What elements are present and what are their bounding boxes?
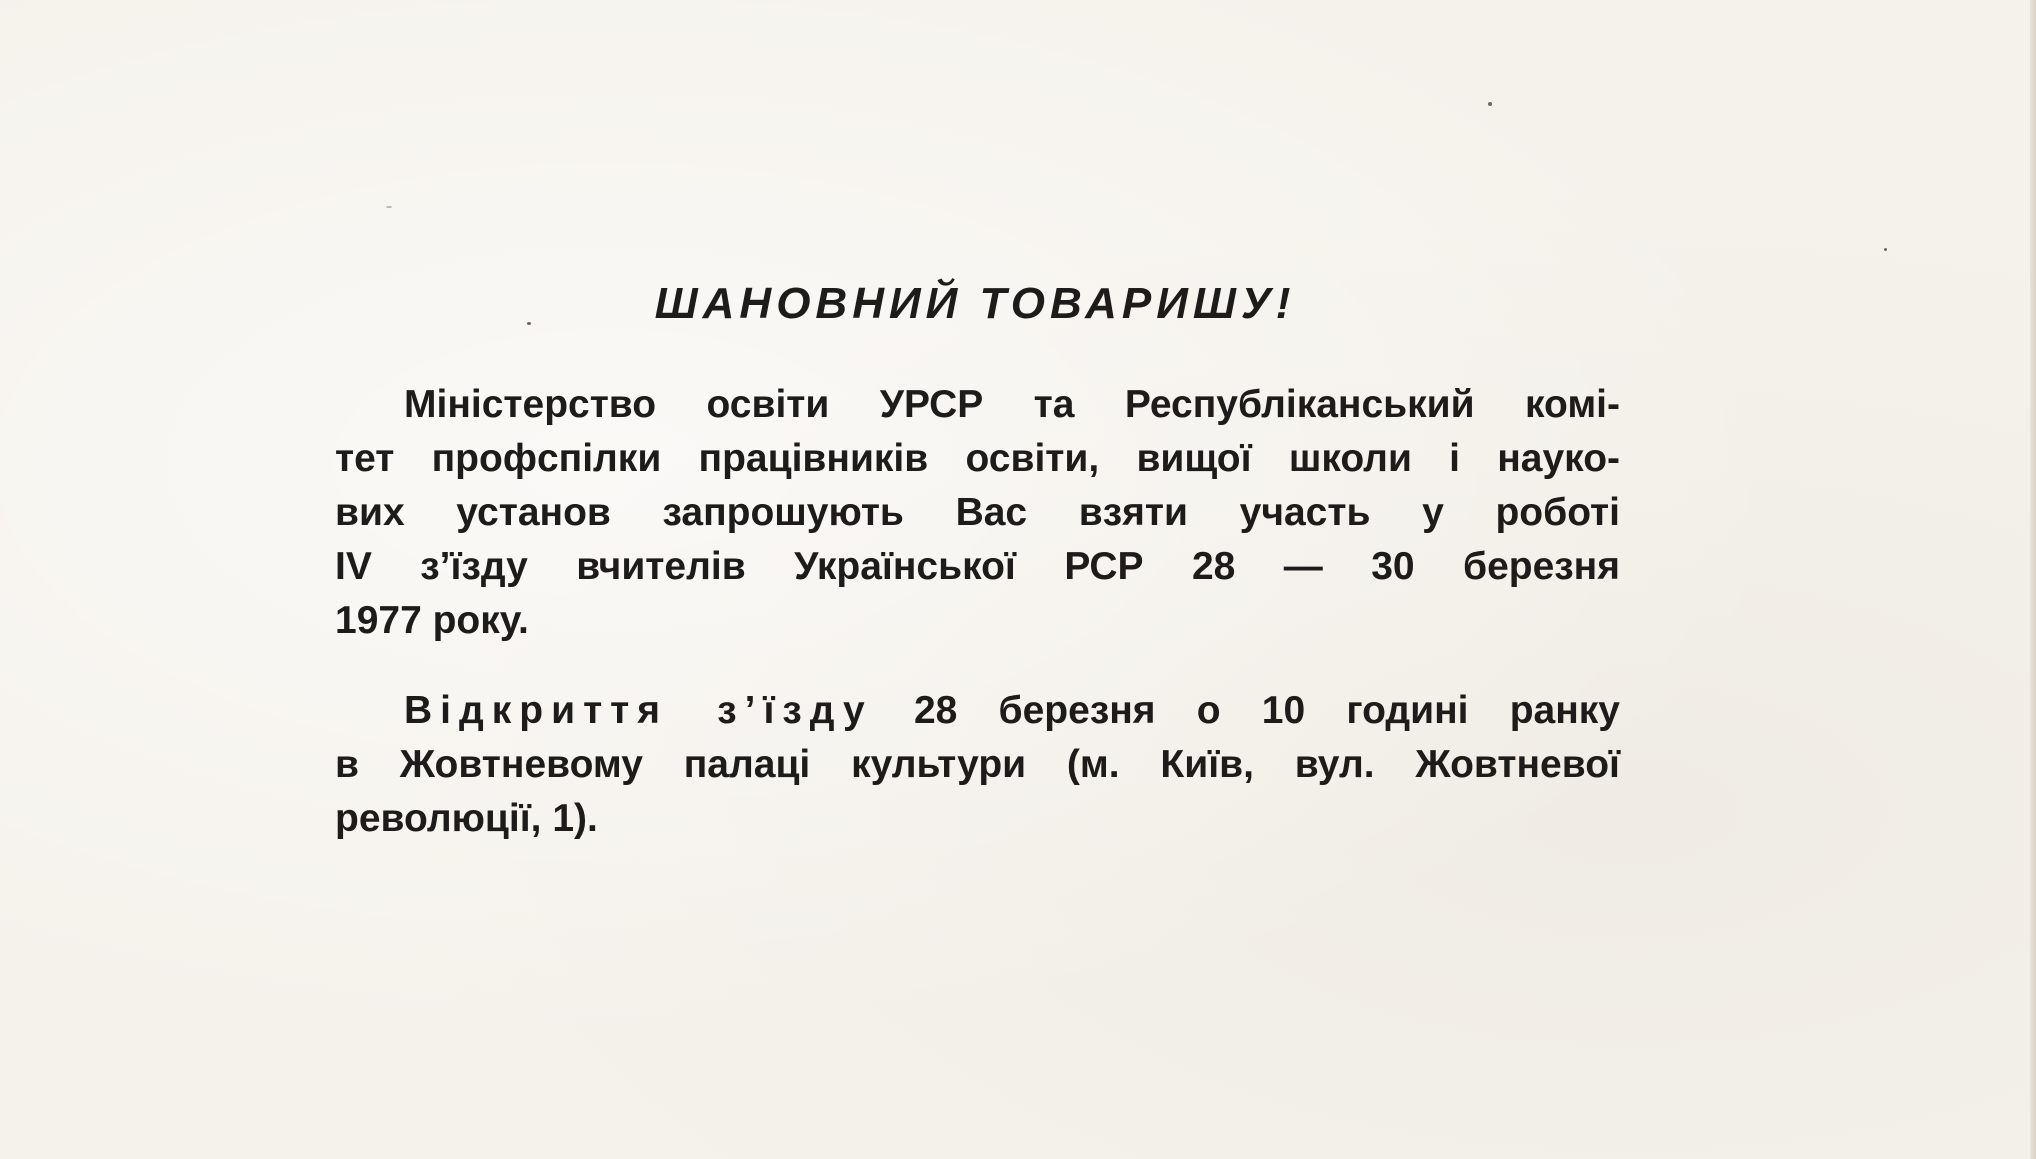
- paragraph1-line1: Міністерство освіти УРСР та Республіканський комі-: [404, 383, 1620, 426]
- greeting-heading: ШАНОВНИЙ ТОВАРИШУ!: [654, 279, 1296, 328]
- opening-details: 28 березня о 10 годині ранку: [872, 689, 1620, 732]
- paragraph2-line1: [404, 684, 1620, 738]
- paragraph1-line3: вих установ запрошують Вас взяти участь у роботі: [335, 491, 1620, 534]
- paper-speck: [386, 206, 392, 208]
- paper-speck: [1884, 248, 1887, 251]
- opening-label: Відкриття з’їзду: [404, 689, 873, 732]
- paper-speck: [1488, 102, 1492, 106]
- paragraph2-line3: революції, 1).: [335, 797, 598, 840]
- card-edge: [2030, 0, 2036, 1159]
- paragraph2-line2: в Жовтневому палаці культури (м. Київ, вул. Жовтневої: [335, 743, 1620, 786]
- paragraph1-line2: тет профспілки працівників освіти, вищої школи і науко-: [335, 437, 1620, 480]
- paragraph1-line4: IV з’їзду вчителів Української РСР 28 — 30 березня: [335, 545, 1620, 588]
- paragraph1-line5: 1977 року.: [335, 599, 529, 642]
